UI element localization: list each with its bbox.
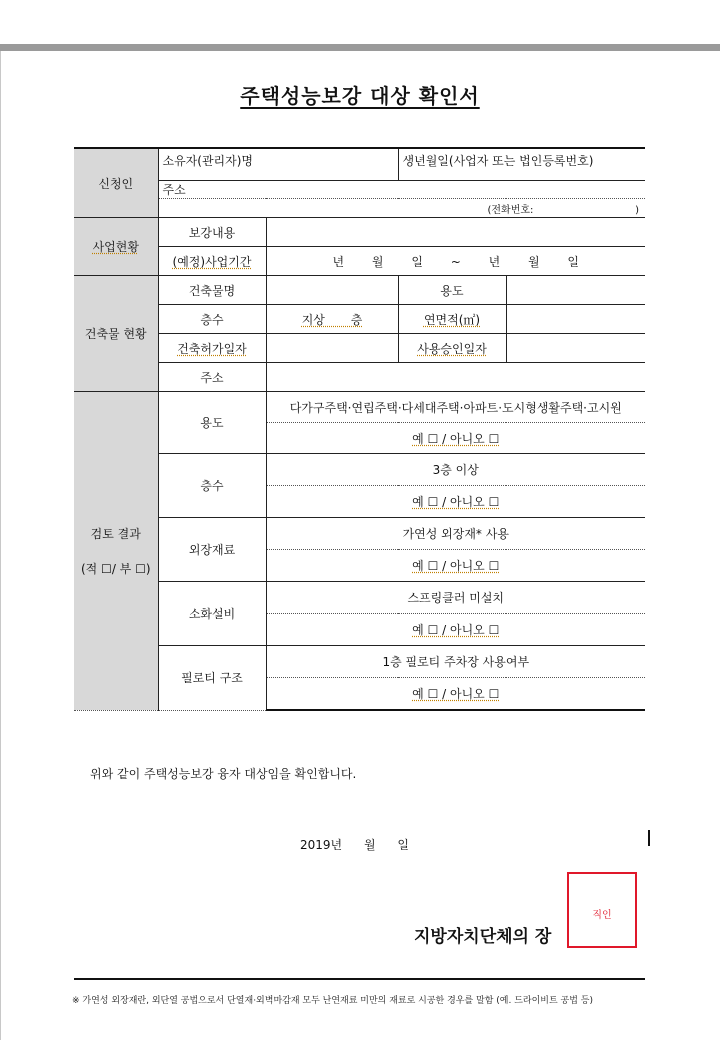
review-criteria-fire: 스프링클러 미설치 [266, 582, 645, 614]
footnote: ※ 가연성 외장재란, 외단열 공법으로서 단열재·외벽마감재 모두 난연재료 미만의 재료로 시공한 경우를 말함 (예. 드라이비트 공법 등) [72, 996, 594, 1006]
review-label-piloti: 필로티 구조 [158, 646, 266, 711]
review-criteria-exterior: 가연성 외장재* 사용 [266, 518, 645, 550]
footnote-divider [74, 978, 645, 980]
review-section-label: 검토 결과 (적 ☐/ 부 ☐) [74, 392, 158, 711]
building-address-field[interactable] [266, 363, 645, 392]
applicant-phone-field[interactable]: (전화번호: ) [158, 199, 645, 218]
approval-date-label: 사용승인일자 [398, 334, 506, 363]
permit-date-field[interactable] [266, 334, 398, 363]
building-section-label: 건축물 현황 [74, 276, 158, 392]
building-address-label: 주소 [158, 363, 266, 392]
applicant-address-field[interactable]: 주소 [158, 181, 645, 199]
issue-date: 2019년 월 일 [300, 838, 409, 852]
top-border-bar [0, 44, 720, 51]
floors-label: 층수 [158, 305, 266, 334]
official-seal-box [567, 872, 637, 948]
review-answer-piloti[interactable]: 예 ☐ / 아니오 ☐ [266, 678, 645, 711]
project-section-label: 사업현황 [74, 218, 158, 276]
applicant-row-1 [74, 148, 645, 181]
project-period-field[interactable]: 년 월 일 ~ 년 월 일 [266, 247, 645, 276]
review-answer-floors[interactable]: 예 ☐ / 아니오 ☐ [266, 486, 645, 518]
building-name-field[interactable] [266, 276, 398, 305]
text-cursor [648, 830, 650, 846]
confirmation-form-table [74, 147, 645, 711]
building-use-field[interactable] [506, 276, 645, 305]
review-label-use: 용도 [158, 392, 266, 454]
reinforcement-content-label: 보강내용 [158, 218, 266, 247]
review-answer-fire[interactable]: 예 ☐ / 아니오 ☐ [266, 614, 645, 646]
review-label-floors: 층수 [158, 454, 266, 518]
project-period-label: (예정)사업기간 [158, 247, 266, 276]
review-criteria-use: 다가구주택·연립주택·다세대주택·아파트·도시형생활주택·고시원 [266, 392, 645, 423]
floor-area-field[interactable] [506, 305, 645, 334]
review-criteria-floors: 3층 이상 [266, 454, 645, 486]
left-page-edge [0, 51, 1, 1040]
permit-date-label: 건축허가일자 [158, 334, 266, 363]
review-answer-use[interactable]: 예 ☐ / 아니오 ☐ [266, 423, 645, 454]
document-title: 주택성능보강 대상 확인서 [240, 84, 480, 108]
floor-area-label: 연면적(㎡) [398, 305, 506, 334]
building-use-label: 용도 [398, 276, 506, 305]
signatory-title: 지방자치단체의 장 [414, 927, 552, 947]
review-label-exterior: 외장재료 [158, 518, 266, 582]
building-name-label: 건축물명 [158, 276, 266, 305]
floors-field[interactable]: 지상 층 [266, 305, 398, 334]
confirmation-statement: 위와 같이 주택성능보강 융자 대상임을 확인합니다. [90, 767, 357, 781]
review-answer-exterior[interactable]: 예 ☐ / 아니오 ☐ [266, 550, 645, 582]
review-criteria-piloti: 1층 필로티 주차장 사용여부 [266, 646, 645, 678]
birth-date-field[interactable]: 생년월일(사업자 또는 법인등록번호) [398, 148, 645, 181]
applicant-section-label: 신청인 [74, 148, 158, 218]
reinforcement-content-field[interactable] [266, 218, 645, 247]
owner-name-field[interactable]: 소유자(관리자)명 [158, 148, 398, 181]
review-label-fire: 소화설비 [158, 582, 266, 646]
seal-label: 직인 [592, 910, 612, 921]
approval-date-field[interactable] [506, 334, 645, 363]
